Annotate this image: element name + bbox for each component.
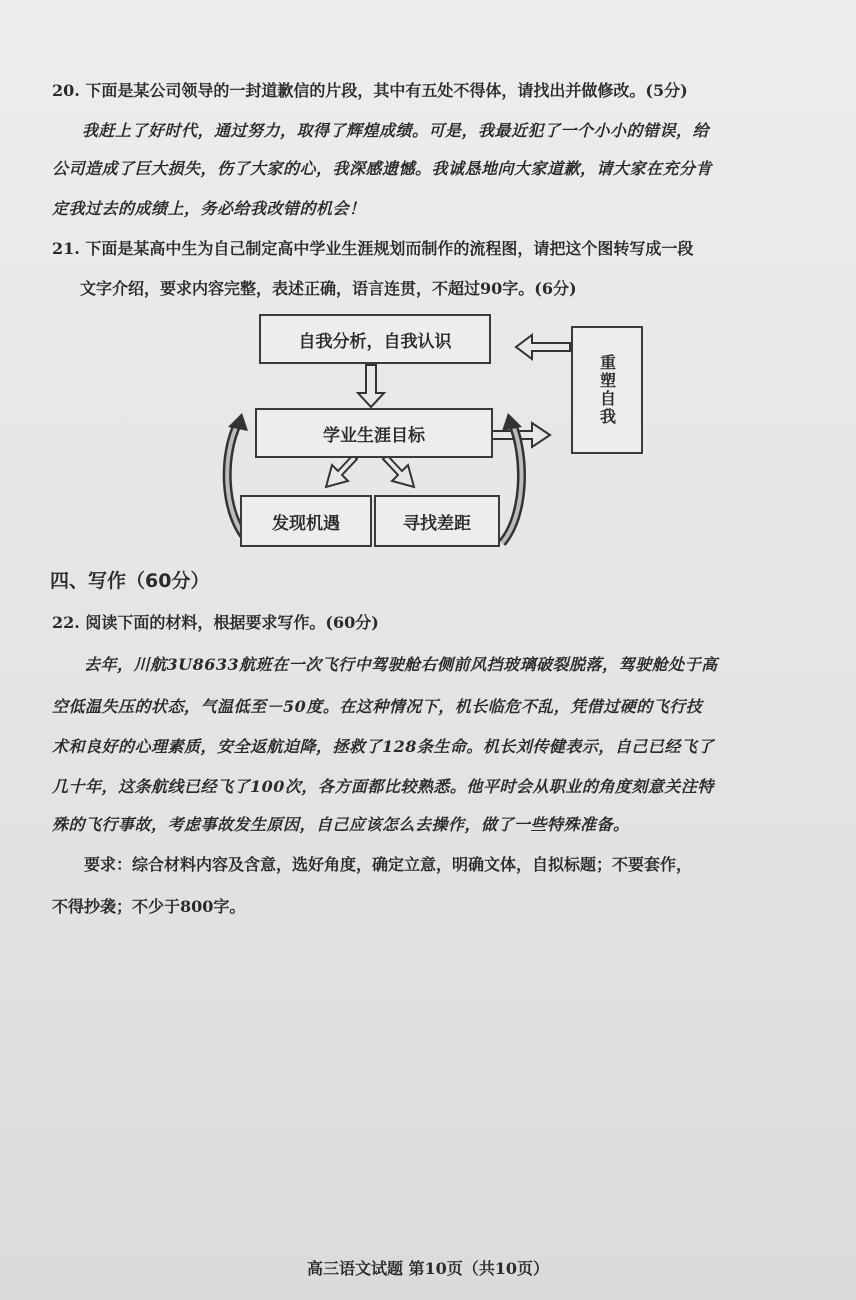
flowchart-box-goal: 学业生涯目标 — [255, 408, 493, 458]
q20-passage-line: 定我过去的成绩上，务必给我改错的机会！ — [52, 199, 366, 218]
q20-passage-line: 公司造成了巨大损失，伤了大家的心，我深感遗憾。我诚恳地向大家道歉，请大家在充分肯 — [52, 159, 713, 178]
curved-arrow-right-icon — [502, 413, 522, 543]
arrow-down-icon — [358, 365, 384, 407]
flowchart-box-self-analysis: 自我分析，自我认识 — [259, 314, 491, 364]
page-footer: 高三语文试题 第10页（共10页） — [306, 1259, 550, 1278]
flowchart-box-reshape-self: 重塑自我 — [571, 326, 643, 454]
arrow-diagonal-left-icon — [326, 455, 357, 487]
arrow-left-icon — [516, 335, 570, 359]
q22-material-line: 空低温失压的状态，气温低至－50度。在这种情况下，机长临危不乱，凭借过硬的飞行技 — [52, 697, 703, 716]
q22-requirements-line1: 要求：综合材料内容及含意，选好角度，确定立意，明确文体，自拟标题；不要套作， — [84, 855, 693, 874]
flowchart-box-find-opportunity: 发现机遇 — [240, 495, 372, 547]
q22-material-line: 去年，川航3U8633航班在一次飞行中驾驶舱右侧前风挡玻璃破裂脱落，驾驶舱处于高 — [84, 655, 718, 674]
q22-material-line: 几十年，这条航线已经飞了100次，各方面都比较熟悉。他平时会从职业的角度刻意关注特 — [52, 777, 714, 796]
q22-title: 22. 阅读下面的材料，根据要求写作。(60分) — [52, 613, 379, 632]
q22-material-line: 殊的飞行事故，考虑事故发生原因，自己应该怎么去操作，做了一些特殊准备。 — [52, 815, 630, 834]
q22-requirements-line2: 不得抄袭；不少于800字。 — [52, 897, 246, 916]
q21-title-line2: 文字介绍，要求内容完整，表述正确，语言连贯，不超过90字。(6分) — [80, 279, 577, 298]
q21-title-line1: 21. 下面是某高中生为自己制定高中学业生涯规划而制作的流程图，请把这个图转写成一段 — [52, 239, 694, 258]
q22-material-line: 术和良好的心理素质，安全返航迫降，拯救了128条生命。机长刘传健表示，自己已经飞了 — [52, 737, 714, 756]
q20-passage-line: 我赶上了好时代，通过努力，取得了辉煌成绩。可是，我最近犯了一个小小的错误，给 — [82, 121, 710, 140]
flowchart-box-find-gap: 寻找差距 — [374, 495, 500, 547]
section-writing-title: 四、写作（60分） — [50, 570, 210, 592]
q20-title: 20. 下面是某公司领导的一封道歉信的片段，其中有五处不得体，请找出并做修改。(5分) — [52, 81, 688, 100]
arrow-diagonal-right-icon — [383, 455, 414, 487]
